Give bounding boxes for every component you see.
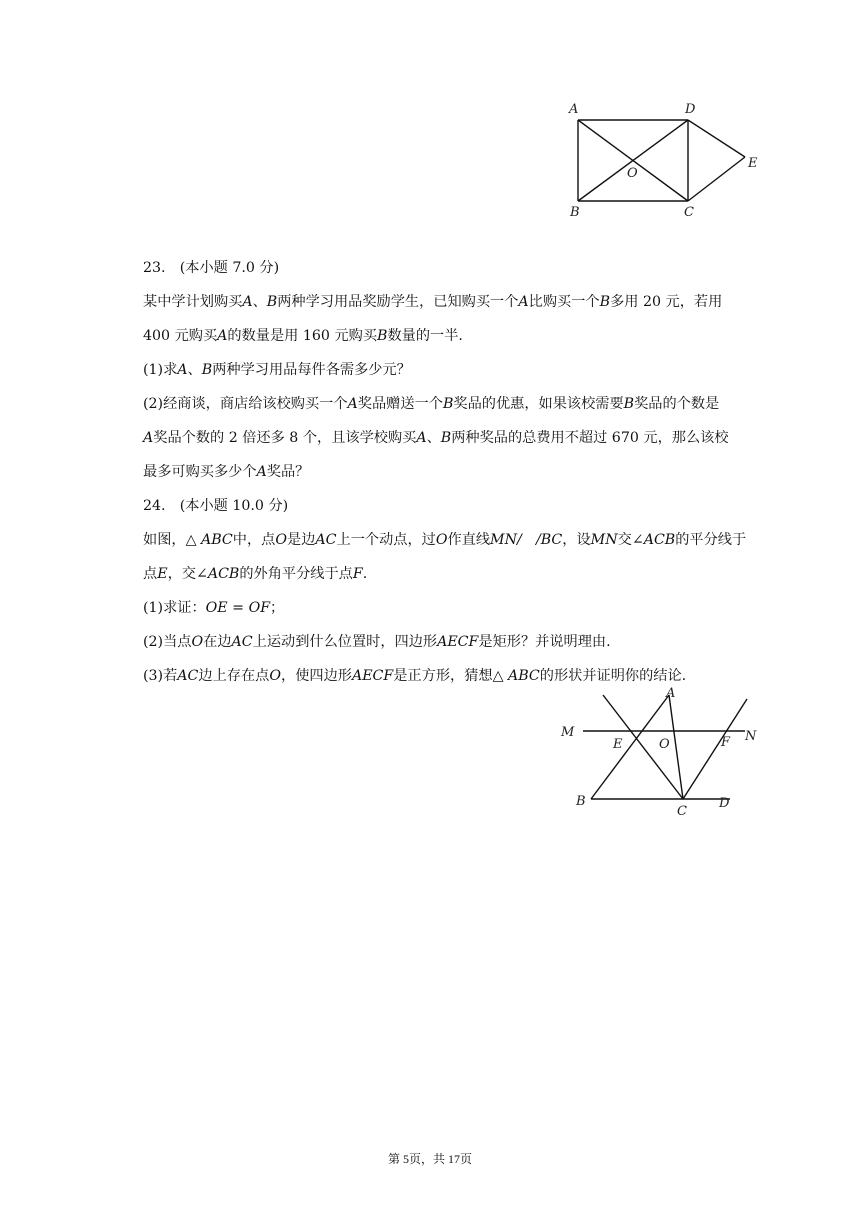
figure-triangle-abc — [555, 685, 770, 820]
edge-ec — [688, 157, 745, 201]
label-o: O — [627, 166, 638, 181]
q23-part2-line3: 最多可购买多少个A奖品？ — [143, 464, 310, 480]
label-a2: A — [666, 686, 676, 701]
label-c2: C — [677, 804, 687, 819]
side-ba — [591, 695, 669, 799]
q24-part1: (1)求证：OE = OF； — [143, 600, 285, 616]
q24-header: 24. (本小题 10.0 分) — [143, 498, 289, 514]
label-e2: E — [613, 737, 623, 752]
page-footer: 第 5页，共 17页 — [387, 1152, 472, 1166]
q24-line2: 点E，交∠ACB的外角平分线于点F. — [143, 566, 368, 582]
q24-part2: (2)当点O在边AC上运动到什么位置时，四边形AECF是矩形？并说明理由. — [143, 634, 611, 650]
edge-de — [688, 120, 745, 157]
label-c: C — [684, 205, 694, 220]
q24-part3: (3)若AC边上存在点O，使四边形AECF是正方形，猜想△ ABC的形状并证明你的结论. — [143, 668, 687, 684]
label-d2: D — [719, 796, 730, 811]
q24-line1: 如图，△ ABC中，点O是边AC上一个动点，过O作直线MN/ /BC，设MN交∠ACB的平分线于 — [143, 532, 747, 548]
figure-triangle-svg — [555, 685, 770, 820]
label-f: F — [721, 735, 731, 750]
q23-header: 23. (本小题 7.0 分) — [143, 260, 280, 276]
label-a: A — [569, 102, 579, 117]
label-b: B — [570, 205, 580, 220]
q23-part2-line2: A奖品个数的 2 倍还多 8 个，且该学校购买A、B两种奖品的总费用不超过 670 元，那么该校 — [143, 430, 729, 446]
label-e: E — [748, 156, 758, 171]
label-m: M — [561, 725, 575, 740]
label-o2: O — [659, 737, 670, 752]
label-d: D — [685, 102, 696, 117]
q23-line2: 400 元购买A的数量是用 160 元购买B数量的一半. — [143, 328, 463, 344]
label-b2: B — [576, 794, 586, 809]
figure-rectangle-abcd — [560, 95, 770, 225]
q23-part1: (1)求A、B两种学习用品每件各需多少元？ — [143, 362, 411, 378]
q23-line1: 某中学计划购买A、B两种学习用品奖励学生，已知购买一个A比购买一个B多用 20 元，若用 — [143, 294, 723, 310]
figure-rectangle-svg — [560, 95, 770, 225]
label-n: N — [745, 729, 757, 744]
q23-part2-line1: (2)经商谈，商店给该校购买一个A奖品赠送一个B奖品的优惠，如果该校需要B奖品的个数是 — [143, 396, 720, 412]
exterior-bisector-cf — [683, 699, 747, 799]
